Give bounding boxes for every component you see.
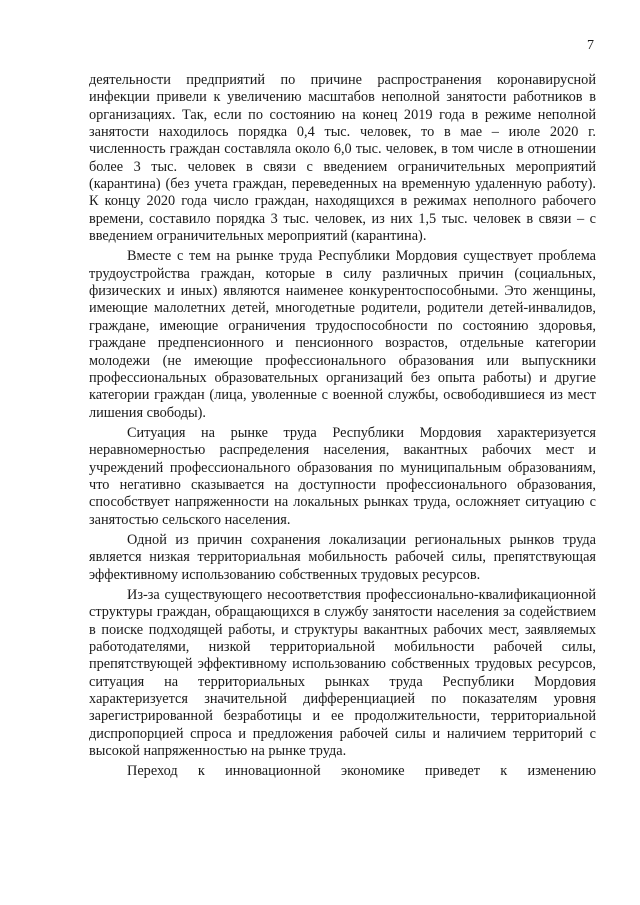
paragraph: Вместе с тем на рынке труда Республики Мордовия существует проблема трудоустройства граждан, которые в силу различных причин (социальных, физических и иных) являются наименее конкурентоспособными. Это женщины, имеющие малолетних детей, многодетные родители, родители детей-инвалидов, граждане, имеющие ограничения трудоспособности по состоянию здоровья, граждане предпенсионного и пенсионного возрастов, отдельные категории молодежи (не имеющие профессионального образования или выпускники профессиональных образовательных организаций без опыта работы) и другие категории граждан (лица, уволенные с военной службы, освободившиеся из мест лишения свободы). <box>89 248 596 421</box>
page-number: 7 <box>587 38 594 53</box>
paragraph: Из-за существующего несоответствия профессионально-квалификационной структуры граждан, обращающихся в службу занятости населения за содействием в поиске подходящей работы, и структуры вакантных рабочих мест, заявляемых работодателями, низкой территориальной мобильности рабочей силы, препятствующей эффективному использованию собственных трудовых ресурсов, ситуация на территориальных рынках труда Республики Мордовия характеризуется значительной дифференциацией по показателям уровня зарегистрированной безработицы и ее продолжительности, территориальной диспропорцией спроса и предложения рабочей силы и наличием территорий с высокой напряженностью на рынке труда. <box>89 586 596 760</box>
paragraph: Переход к инновационной экономике приведет к изменению <box>127 763 596 780</box>
paragraph: Ситуация на рынке труда Республики Мордовия характеризуется неравномерностью распределения населения, вакантных рабочих мест и учреждений профессионального образования по муниципальным образованиям, что негативно сказывается на доступности профессионального образования, способствует напряженности на локальных рынках труда, осложняет ситуацию с занятостью сельского населения. <box>89 424 596 528</box>
paragraph: Одной из причин сохранения локализации региональных рынков труда является низкая территориальная мобильность рабочей силы, препятствующая эффективному использованию собственных трудовых ресурсов. <box>89 531 596 583</box>
paragraph: деятельности предприятий по причине распространения коронавирусной инфекции привели к увеличению масштабов неполной занятости работников в организациях. Так, если по состоянию на конец 2019 года в режиме неполной занятости находилось порядка 0,4 тыс. человек, то в мае – июле 2020 г. численность граждан составляла около 6,0 тыс. человек, в том числе в отношении более 3 тыс. человек в связи с введением ограничительных мероприятий (карантина) (без учета граждан, переведенных на временную удаленную работу). К концу 2020 года число граждан, находящихся в режимах неполного рабочего времени, составило порядка 3 тыс. человек, из них 1,5 тыс. человек в связи – с введением ограничительных мероприятий (карантина). <box>89 72 596 245</box>
page-body <box>89 72 596 784</box>
